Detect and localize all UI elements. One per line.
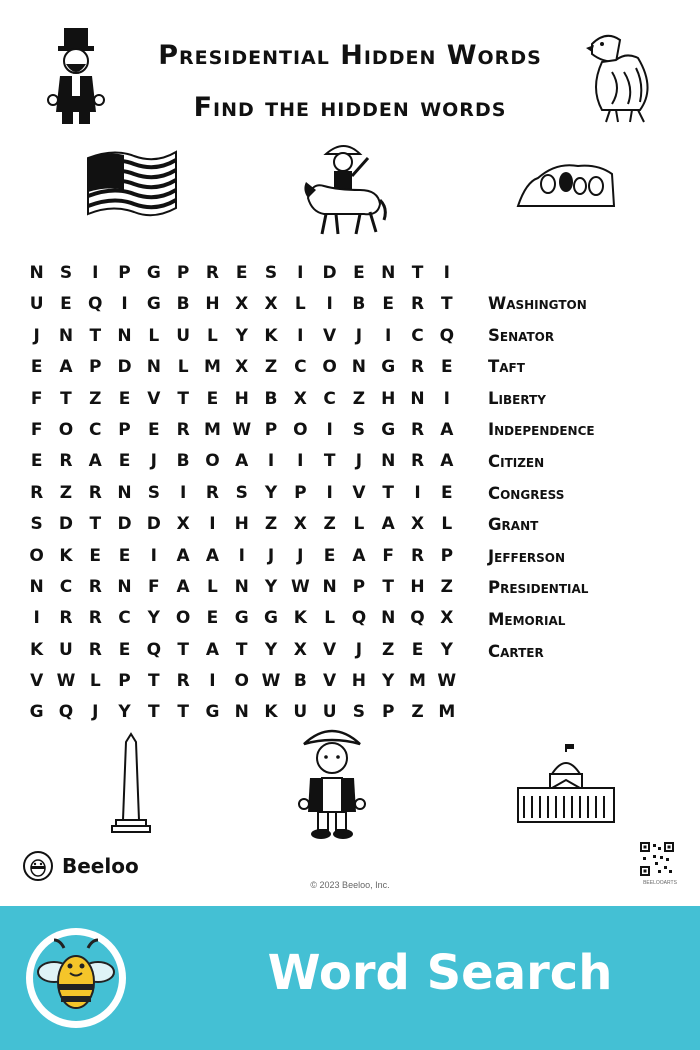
bee-mascot-icon <box>24 926 128 1030</box>
grid-letter[interactable]: K <box>293 608 307 629</box>
grid-letter[interactable]: Y <box>118 702 131 723</box>
grid-letter[interactable]: I <box>326 294 333 315</box>
grid-letter[interactable]: B <box>293 671 307 692</box>
grid-letter[interactable]: V <box>323 671 337 692</box>
word-list-item: Carter <box>488 641 544 661</box>
word-list <box>488 288 595 667</box>
grid-letter[interactable]: Q <box>88 294 103 315</box>
grid-letter[interactable]: I <box>33 608 40 629</box>
grid-letter[interactable]: E <box>118 639 131 660</box>
grid-letter[interactable]: L <box>441 514 453 535</box>
grid-letter[interactable]: G <box>234 608 249 629</box>
qr-code-icon[interactable] <box>640 842 674 876</box>
grid-letter[interactable]: I <box>326 419 333 440</box>
grid-letter[interactable]: Z <box>440 576 453 597</box>
grid-letter[interactable]: A <box>176 545 190 566</box>
grid-letter[interactable]: U <box>29 294 44 315</box>
grid-letter[interactable]: F <box>30 419 43 440</box>
grid-letter[interactable]: E <box>440 482 453 503</box>
grid-letter[interactable]: X <box>293 514 307 535</box>
grid-letter[interactable]: T <box>148 702 160 723</box>
grid-letter[interactable]: N <box>29 576 44 597</box>
grid-letter[interactable]: R <box>30 482 44 503</box>
grid-letter[interactable]: M <box>409 671 426 692</box>
bee-icon <box>22 850 54 882</box>
grid-letter[interactable]: L <box>207 325 218 346</box>
grid-letter[interactable]: V <box>323 639 337 660</box>
grid-letter[interactable]: U <box>322 702 337 723</box>
grid-letter[interactable]: A <box>235 451 249 472</box>
grid-letter[interactable]: Z <box>382 639 395 660</box>
word-list-item: Congress <box>488 483 565 503</box>
grid-letter[interactable]: I <box>209 671 216 692</box>
word-list-item: Grant <box>488 515 539 535</box>
brand-logo[interactable] <box>22 850 139 882</box>
grid-letter[interactable]: P <box>352 576 366 597</box>
grid-letter[interactable]: M <box>203 419 221 440</box>
word-list-item: Citizen <box>488 451 545 471</box>
grid-letter[interactable]: P <box>294 482 307 503</box>
grid-letter[interactable]: O <box>293 419 308 440</box>
grid-letter[interactable]: U <box>293 702 308 723</box>
grid-letter[interactable]: T <box>411 263 424 283</box>
grid-letter[interactable]: I <box>121 294 128 315</box>
grid-letter[interactable]: L <box>148 325 160 346</box>
grid-letter[interactable]: D <box>117 357 132 378</box>
grid-letter[interactable]: G <box>146 294 161 315</box>
grid-letter[interactable]: N <box>146 357 161 378</box>
word-list-item: Liberty <box>488 388 546 408</box>
grid-letter[interactable]: W <box>290 576 310 597</box>
grid-letter[interactable]: L <box>353 514 365 535</box>
grid-letter[interactable]: T <box>89 514 102 535</box>
word-list-item: Senator <box>488 325 555 345</box>
grid-letter[interactable]: J <box>33 325 40 346</box>
grid-letter[interactable]: L <box>324 608 336 629</box>
grid-letter[interactable]: S <box>352 702 366 723</box>
word-list-item: Memorial <box>488 609 566 629</box>
grid-letter[interactable]: X <box>264 294 278 315</box>
grid-letter[interactable]: D <box>322 263 337 283</box>
grid-letter[interactable]: C <box>89 419 102 440</box>
grid-letter[interactable]: R <box>176 419 190 440</box>
grid-letter[interactable]: G <box>381 419 396 440</box>
word-list-item: Jefferson <box>488 546 566 566</box>
grid-letter[interactable]: I <box>297 325 304 346</box>
grid-letter[interactable]: X <box>410 514 425 535</box>
grid-letter[interactable]: J <box>355 639 363 660</box>
grid-letter[interactable]: N <box>410 388 425 409</box>
grid-letter[interactable]: N <box>117 576 132 597</box>
grid-letter[interactable]: K <box>59 545 73 566</box>
mount-rushmore <box>516 160 616 208</box>
grid-letter[interactable]: C <box>411 325 424 346</box>
grid-letter[interactable]: Y <box>440 639 453 660</box>
capitol-building <box>516 744 616 824</box>
grid-letter[interactable]: X <box>293 388 307 409</box>
grid-letter[interactable]: Q <box>439 325 455 346</box>
grid-letter[interactable]: U <box>176 325 191 346</box>
grid-letter[interactable]: Q <box>146 639 162 660</box>
grid-letter[interactable]: F <box>30 388 43 409</box>
grid-letter[interactable]: N <box>117 482 132 503</box>
grid-letter[interactable]: K <box>30 639 44 660</box>
grid-letter[interactable]: T <box>382 576 395 597</box>
grid-letter[interactable]: I <box>443 388 450 409</box>
grid-letter[interactable]: A <box>176 576 190 597</box>
grid-letter[interactable]: E <box>148 419 160 440</box>
grid-letter[interactable]: J <box>150 451 157 472</box>
grid-letter[interactable]: G <box>381 357 396 378</box>
grid-letter[interactable]: E <box>235 263 248 283</box>
grid-letter[interactable]: R <box>88 482 102 503</box>
grid-letter[interactable]: R <box>176 671 190 692</box>
grid-letter[interactable]: D <box>146 514 161 535</box>
grid-letter[interactable]: N <box>381 263 396 283</box>
grid-letter[interactable]: C <box>59 576 73 597</box>
grid-letter[interactable]: Q <box>351 608 367 629</box>
grid-letter[interactable]: P <box>176 263 190 283</box>
banner-title: Word Search <box>267 945 613 1001</box>
grid-letter[interactable]: I <box>150 545 157 566</box>
grid-letter[interactable]: Z <box>323 514 336 535</box>
grid-letter[interactable]: B <box>176 451 190 472</box>
grid-letter[interactable]: G <box>29 702 44 723</box>
grid-letter[interactable]: N <box>322 576 337 597</box>
grid-letter[interactable]: N <box>381 451 396 472</box>
grid-letter[interactable]: R <box>410 357 425 378</box>
grid-letter[interactable]: E <box>89 545 102 566</box>
grid-letter[interactable]: O <box>205 451 220 472</box>
grid-letter[interactable]: L <box>177 357 189 378</box>
grid-letter[interactable]: O <box>322 357 337 378</box>
grid-letter[interactable]: U <box>59 639 73 660</box>
grid-letter[interactable]: M <box>438 702 456 723</box>
grid-letter[interactable]: L <box>207 576 218 597</box>
grid-letter[interactable]: N <box>381 608 396 629</box>
grid-letter[interactable]: I <box>326 482 333 503</box>
grid-letter[interactable]: C <box>323 388 336 409</box>
grid-letter[interactable]: W <box>437 671 457 692</box>
grid-letter[interactable]: O <box>29 545 44 566</box>
grid-letter[interactable]: S <box>352 419 366 440</box>
word-list-item: Presidential <box>488 578 589 598</box>
grid-letter[interactable]: I <box>385 325 392 346</box>
grid-letter[interactable]: X <box>235 294 249 315</box>
grid-letter[interactable]: E <box>206 608 219 629</box>
grid-letter[interactable]: X <box>440 608 454 629</box>
word-list-item: Independence <box>488 420 595 440</box>
grid-letter[interactable]: E <box>118 388 131 409</box>
grid-letter[interactable]: R <box>88 608 102 629</box>
grid-letter[interactable]: I <box>443 263 450 283</box>
grid-letter[interactable]: V <box>323 325 337 346</box>
grid-letter[interactable]: O <box>175 608 191 629</box>
grid-letter[interactable]: Q <box>410 608 425 629</box>
washington-on-horse <box>298 138 390 238</box>
grid-letter[interactable]: G <box>205 702 220 723</box>
grid-letter[interactable]: F <box>382 545 395 566</box>
grid-letter[interactable]: R <box>205 263 219 283</box>
grid-letter[interactable]: R <box>410 294 425 315</box>
grid-letter[interactable]: E <box>323 545 336 566</box>
grid-letter[interactable]: R <box>59 608 73 629</box>
grid-letter[interactable]: D <box>117 514 132 535</box>
grid-letter[interactable]: Z <box>89 388 102 409</box>
grid-letter[interactable]: S <box>59 263 73 283</box>
grid-letter[interactable]: E <box>353 263 365 283</box>
grid-letter[interactable]: E <box>206 388 219 409</box>
grid-letter[interactable]: V <box>352 482 366 503</box>
grid-letter[interactable]: P <box>89 357 102 378</box>
grid-letter[interactable]: B <box>264 388 278 409</box>
grid-letter[interactable]: A <box>59 357 73 378</box>
grid-letter[interactable]: N <box>351 357 367 378</box>
grid-letter[interactable]: I <box>297 263 304 283</box>
grid-letter[interactable]: S <box>235 482 248 503</box>
washington-monument <box>108 732 154 834</box>
grid-letter[interactable]: R <box>410 419 425 440</box>
grid-letter[interactable]: I <box>209 514 216 535</box>
grid-letter[interactable]: T <box>235 639 248 660</box>
grid-letter[interactable]: I <box>238 545 245 566</box>
grid-letter[interactable]: W <box>56 671 76 692</box>
grid-letter[interactable]: M <box>203 357 221 378</box>
grid-letter[interactable]: V <box>147 388 161 409</box>
grid-letter[interactable]: R <box>205 482 219 503</box>
grid-letter[interactable]: N <box>234 702 249 723</box>
grid-letter[interactable]: G <box>264 608 278 629</box>
grid-letter[interactable]: I <box>179 482 187 503</box>
grid-letter[interactable]: Y <box>235 325 248 346</box>
grid-letter[interactable]: A <box>88 451 102 472</box>
grid-letter[interactable]: H <box>234 514 249 535</box>
grid-letter[interactable]: A <box>381 514 395 535</box>
grid-letter[interactable]: A <box>352 545 366 566</box>
grid-letter[interactable]: E <box>382 294 395 315</box>
grid-letter[interactable]: R <box>59 451 73 472</box>
grid-letter[interactable]: J <box>355 451 363 472</box>
grid-letter[interactable]: E <box>118 545 131 566</box>
grid-letter[interactable]: I <box>267 451 275 472</box>
grid-letter[interactable]: J <box>297 545 304 566</box>
grid-letter[interactable]: Z <box>352 388 366 409</box>
grid-letter[interactable]: I <box>92 263 99 283</box>
grid-letter[interactable]: A <box>440 451 454 472</box>
grid-letter[interactable]: E <box>30 451 43 472</box>
grid-letter[interactable]: P <box>381 702 395 723</box>
grid-letter[interactable]: R <box>410 545 425 566</box>
washington-figure <box>296 724 368 842</box>
grid-letter[interactable]: H <box>381 388 396 409</box>
grid-letter[interactable]: T <box>177 702 189 723</box>
grid-letter[interactable]: R <box>88 576 102 597</box>
grid-letter[interactable]: H <box>234 388 249 409</box>
grid-letter[interactable]: F <box>148 576 160 597</box>
grid-letter[interactable]: K <box>264 702 278 723</box>
grid-letter[interactable]: E <box>30 357 43 378</box>
grid-letter[interactable]: Z <box>264 357 278 378</box>
grid-letter[interactable]: P <box>118 419 131 440</box>
word-list-item: Taft <box>488 357 525 377</box>
grid-letter[interactable]: J <box>267 545 275 566</box>
grid-letter[interactable]: A <box>205 639 220 660</box>
brand-name: Beeloo <box>62 854 139 878</box>
grid-letter[interactable]: O <box>234 671 249 692</box>
grid-letter[interactable]: Q <box>58 702 74 723</box>
grid-letter[interactable]: X <box>176 514 190 535</box>
grid-letter[interactable]: C <box>118 608 131 629</box>
grid-letter[interactable]: T <box>148 671 160 692</box>
grid-letter[interactable]: Y <box>264 482 278 503</box>
grid-letter[interactable]: J <box>92 702 99 723</box>
grid-letter[interactable]: Y <box>264 576 278 597</box>
grid-letter[interactable]: G <box>146 263 161 283</box>
grid-letter[interactable]: Z <box>411 702 424 723</box>
grid-letter[interactable]: L <box>89 671 101 692</box>
grid-letter[interactable]: T <box>60 388 72 409</box>
grid-letter[interactable]: T <box>177 639 189 660</box>
grid-letter[interactable]: P <box>118 671 131 692</box>
grid-letter[interactable]: A <box>440 419 454 440</box>
grid-letter[interactable]: T <box>177 388 189 409</box>
grid-letter[interactable]: S <box>264 263 278 283</box>
lincoln-figure <box>44 28 110 128</box>
grid-letter[interactable]: X <box>293 639 307 660</box>
page-subtitle: Find the hidden words <box>193 92 507 123</box>
grid-letter[interactable]: D <box>58 514 73 535</box>
grid-letter[interactable]: W <box>232 419 252 440</box>
grid-letter[interactable]: W <box>261 671 281 692</box>
word-search-grid[interactable] <box>22 258 461 729</box>
grid-letter[interactable]: Y <box>382 671 395 692</box>
grid-letter[interactable]: N <box>234 576 249 597</box>
grid-letter[interactable]: K <box>264 325 278 346</box>
grid-letter[interactable]: T <box>89 325 102 346</box>
footer-banner <box>0 906 700 1050</box>
grid-letter[interactable]: T <box>323 451 336 472</box>
grid-letter[interactable]: Y <box>147 608 160 629</box>
grid-letter[interactable]: E <box>60 294 72 315</box>
grid-letter[interactable]: J <box>355 325 363 346</box>
grid-letter[interactable]: R <box>88 639 102 660</box>
grid-letter[interactable]: C <box>294 357 307 378</box>
bald-eagle <box>582 28 658 126</box>
grid-letter[interactable]: X <box>235 357 249 378</box>
qr-label: BEELOOARTS <box>643 880 677 886</box>
grid-letter[interactable]: P <box>440 545 454 566</box>
grid-letter[interactable]: N <box>58 325 74 346</box>
grid-letter[interactable]: Z <box>264 514 278 535</box>
grid-letter[interactable]: E <box>411 639 424 660</box>
grid-letter[interactable]: N <box>117 325 132 346</box>
grid-letter[interactable]: S <box>147 482 160 503</box>
grid-letter[interactable]: V <box>30 671 44 692</box>
grid-letter[interactable]: E <box>440 357 453 378</box>
grid-letter[interactable]: L <box>294 294 306 315</box>
grid-letter[interactable]: H <box>351 671 367 692</box>
american-flag <box>84 148 180 222</box>
grid-letter[interactable]: B <box>352 294 366 315</box>
grid-letter[interactable]: N <box>29 263 44 283</box>
grid-letter[interactable]: Y <box>264 639 278 660</box>
grid-letter[interactable]: E <box>118 451 131 472</box>
grid-letter[interactable]: H <box>410 576 425 597</box>
grid-letter[interactable]: R <box>410 451 425 472</box>
grid-letter[interactable]: A <box>205 545 220 566</box>
page-title: Presidential Hidden Words <box>158 40 542 71</box>
word-list-item: Washington <box>488 294 587 313</box>
grid-letter[interactable]: T <box>382 482 395 503</box>
grid-letter[interactable]: I <box>297 451 304 472</box>
grid-letter[interactable]: S <box>30 514 43 535</box>
grid-letter[interactable]: H <box>205 294 220 315</box>
grid-letter[interactable]: Z <box>59 482 73 503</box>
grid-letter[interactable]: I <box>414 482 421 503</box>
grid-letter[interactable]: B <box>176 294 190 315</box>
copyright: © 2023 Beeloo, Inc. <box>310 880 390 890</box>
grid-letter[interactable]: P <box>264 419 278 440</box>
grid-letter[interactable]: O <box>58 419 74 440</box>
grid-letter[interactable]: T <box>441 294 453 315</box>
grid-letter[interactable]: P <box>118 263 131 283</box>
